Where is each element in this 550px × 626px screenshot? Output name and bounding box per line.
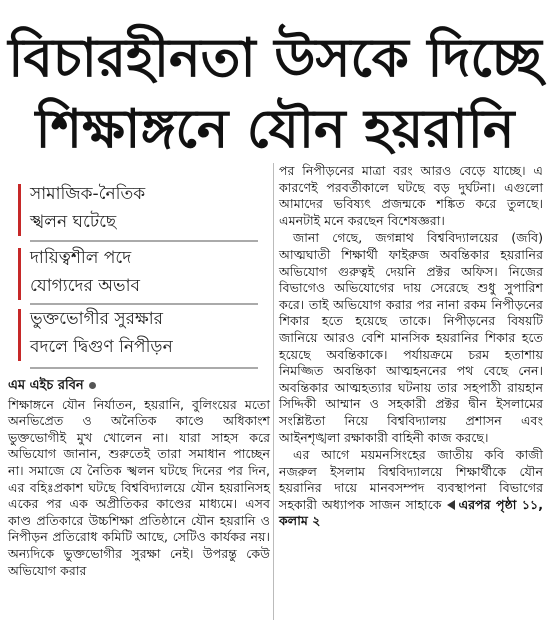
headline-line-1: বিচারহীনতা উসকে দিচ্ছে [8,28,542,89]
left-column [8,378,270,580]
pull-quote [30,244,258,300]
pull-quote-bar [18,309,21,361]
column-rule [273,163,274,620]
pull-quote-divider [30,240,258,242]
right-column [279,163,543,531]
pull-quote-line: যোগ্যদের অভাব [30,276,140,296]
body-paragraph: জানা গেছে, জগন্নাথ বিশ্ববিদ্যালয়ের (জবি) আত্মঘাতী শিক্ষার্থী ফাইরুজ অবন্তিকার হয়রানির অভিযোগ গুরুত্বই দেয়নি প্রক্টর অফিস। নিজের বিভাগেও অভিযোগের দায় সেরেছে শুধু সুপারিশ করে। তাই অভিযোগ করার পর নানা রকম নিপীড়নের শিকার হতে হয়েছে তাকে। নিপীড়নের বিষয়টি জানিয়ে আরও বেশি মানসিক হয়রানির শিকার হতে হয়েছে অবন্তিকাকে। পর্যায়ক্রমে চরম হতাশায় নিমজ্জিত অবন্তিকা আত্মহননের পথ বেছে নেন। অবন্তিকার আত্মহত্যার ঘটনায় তার সহপাঠী রায়হান সিদ্দিকী আম্মান ও সহকারী প্রক্টর দ্বীন ইসলামের সংশ্লিষ্টতা নিয়ে বিশ্ববিদ্যালয় প্রশাসন এবং আইনশৃঙ্খলা রক্ষাকারী বাহিনী কাজ করছে। [279,230,543,445]
pull-quote-divider [30,367,258,369]
pull-quote-line: দায়িত্বশীল পদে [30,248,132,268]
pull-quote-line: সামাজিক-নৈতিক [30,184,146,204]
pull-quote-bar [18,248,21,300]
pull-quote-line: স্খলন ঘটেছে [30,212,117,232]
byline-text: এম এইচ রবিন [8,378,84,393]
headline-line-2: শিক্ষাঙ্গনে যৌন হয়রানি [35,99,515,160]
byline [8,378,270,395]
bullet-icon [89,382,96,389]
pull-quote-bar [18,184,21,236]
continuation-text: এরপর পৃষ্ঠা ১১, কলাম ২ [279,496,543,529]
pull-quote-line: বদলে দ্বিগুণ নিপীড়ন [30,337,173,357]
pull-quote [30,180,258,236]
body-text: এর আগে ময়মনসিংহের জাতীয় কবি কাজী নজরুল ইসলাম বিশ্ববিদ্যালয়ে শিক্ষার্থীকে যৌন হয়রানির দায়ে মানবসম্পদ ব্যবস্থাপনা বিভাগের সহকারী অধ্যাপক সাজন সাহাকে [279,447,543,512]
pull-quote-line: ভুক্তভোগীর সুরক্ষার [30,309,164,329]
pull-quote [30,305,258,361]
body-paragraph [279,447,543,530]
arrow-left-icon [447,500,455,510]
body-paragraph: শিক্ষাঙ্গনে যৌন নির্যাতন, হয়রানি, বুলিংয়ের মতো অনভিপ্রেত ও অনৈতিক কাণ্ডে অধিকাংশ ভুক্তভোগীই মুখ খোলেন না। যারা সাহস করে অভিযোগ জানান, শুরুতেই তারা সমাধান পাচ্ছেন না। সমাজে যে নৈতিক স্খলন ঘটছে দিনের পর দিন, এর বহিঃপ্রকাশ ঘটছে বিশ্ববিদ্যালয়ে যৌন হয়রানিসহ একের পর এক অপ্রীতিকর কাণ্ডের মাধ্যমে। এসব কাণ্ড প্রতিকারে উচ্চশিক্ষা প্রতিষ্ঠানে যৌন হয়রানি ও নিপীড়ন প্রতিরোধ কমিটি আছে, সেটিও কার্যকর নয়। অন্যদিকে ভুক্তভোগীর সুরক্ষা নেই। উপরন্তু কেউ অভিযোগ করার [8,396,270,578]
body-paragraph: পর নিপীড়নের মাত্রা বরং আরও বেড়ে যাচ্ছে। এ কারণেই পরবর্তীকালে ঘটছে বড় দুর্ঘটনা। এগুলো আমাদের ভবিষ্যৎ প্রজন্মকে শঙ্কিত করে তুলছে। এমনটাই মনে করছেন বিশেষজ্ঞরা। [279,163,543,228]
